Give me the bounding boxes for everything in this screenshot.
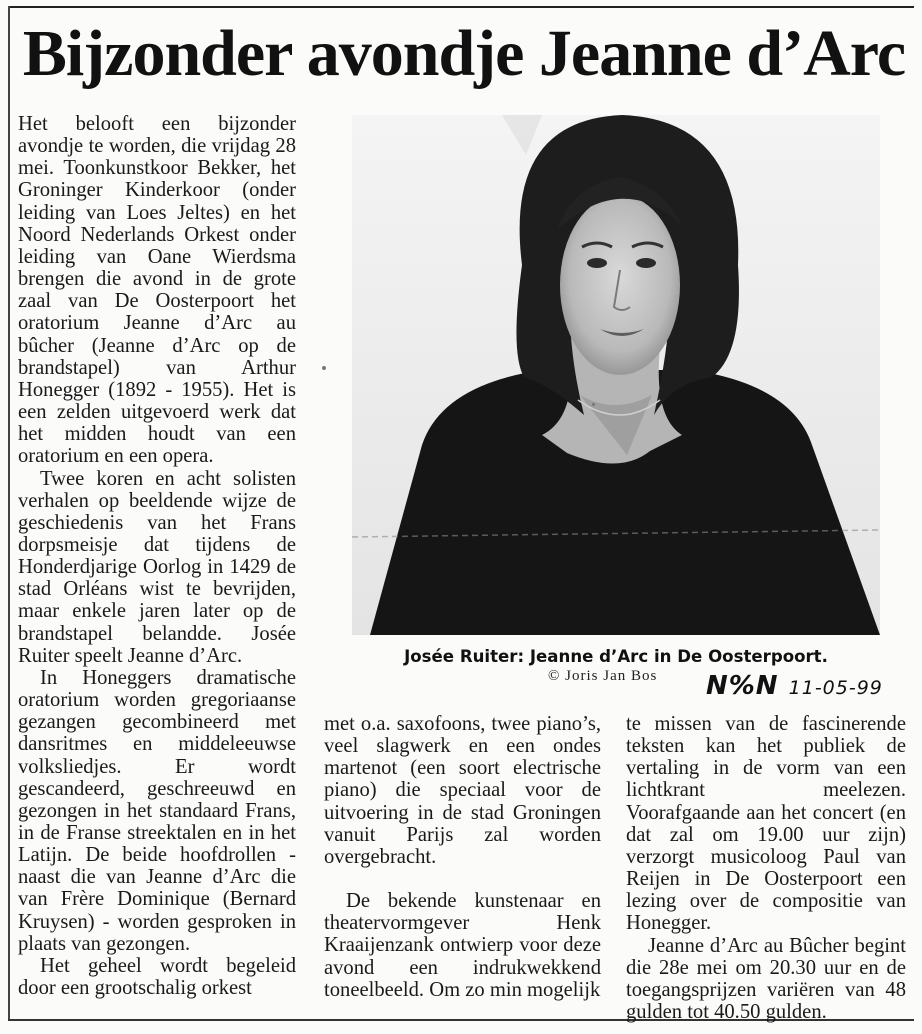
handwritten-annotation: [706, 671, 912, 701]
photo-credit: © Joris Jan Bos: [548, 668, 658, 684]
article-paragraph-3: In Honeggers dramatische oratorium worden gregoriaanse gezangen gecombineerd met dansritmes en middeleeuwse volksliedjes. Er wordt gescandeerd, geschreeuwd en gezongen in het standaard Frans, in de Franse streektalen en in het Latijn. De beide hoofdrollen - naast die van Jeanne d’Arc die van Frère Dominique (Bernard Kruysen) - worden gesproken in plaats van gezongen.: [18, 666, 296, 955]
article-paragraph-2: Twee koren en acht solisten verhalen op beeldende wijze de geschiedenis van het Frans dorpsmeisje dat tijdens de Honderdjarige Oorlog in 1429 de stad Orléans wist te bevrijden, maar enkele jaren later op de brandstapel belandde. Josée Ruiter speelt Jeanne d’Arc.: [18, 467, 296, 667]
frame-left-rule: [8, 6, 10, 1020]
article-paragraph-5-continued: te missen van de fascinerende teksten kan het publiek de vertaling in de vorm van een lichtkrant meelezen. Voorafgaande aan het concert (en dat zal om 19.00 uur zijn) verzorgt musicoloog Paul van Reijen in De Oosterpoort een lezing over de compositie van Honegger.: [626, 713, 906, 935]
print-speck: [592, 403, 595, 406]
portrait-photo: [352, 115, 880, 635]
portrait-illustration: [352, 115, 880, 635]
article-paragraph-4-continued: met o.a. saxofoons, twee piano’s, veel slagwerk en een ondes martenot (een soort electrische piano) die speciaal voor de uitvoering in de stad Groningen vanuit Parijs zal worden overgebracht.: [324, 713, 601, 868]
frame-top-rule: [8, 6, 914, 8]
headline: Bijzonder avondje Jeanne d’Arc: [22, 17, 906, 90]
column-right: [626, 713, 906, 1023]
annotation-date: 11-05-99: [788, 677, 883, 699]
photo-caption: Josée Ruiter: Jeanne d’Arc in De Oosterpoort.: [404, 647, 828, 666]
column-middle: [324, 713, 601, 1001]
article-paragraph-6: Jeanne d’Arc au Bûcher begint die 28e mei om 20.30 uur en de toegangsprijzen variëren van 48 gulden tot 40.50 gulden.: [626, 934, 906, 1024]
article-paragraph-1: Het belooft een bijzonder avondje te worden, die vrijdag 28 mei. Toonkunstkoor Bekker, het Groninger Kinderkoor (onder leiding van Loes Jeltes) en het Noord Nederlands Orkest onder leiding van Oane Wierdsma brengen die avond in de grote zaal van De Oosterpoort het oratorium Jeanne d’Arc au bûcher (Jeanne d’Arc op de brandstapel) van Arthur Honegger (1892 - 1955). Het is een zelden uitgevoerd werk dat het midden houdt van een oratorium en een opera.: [18, 113, 296, 468]
article-paragraph-4-start: Het geheel wordt begeleid door een grootschalig orkest: [18, 954, 296, 1000]
annotation-source: N%N: [706, 671, 779, 701]
column-left: [18, 113, 296, 999]
article-paragraph-5-start: De bekende kunstenaar en theatervormgever Henk Kraaijenzank ontwierp voor deze avond een indrukwekkend toneelbeeld. Om zo min mogelijk: [324, 890, 601, 1001]
print-speck: [322, 366, 326, 370]
